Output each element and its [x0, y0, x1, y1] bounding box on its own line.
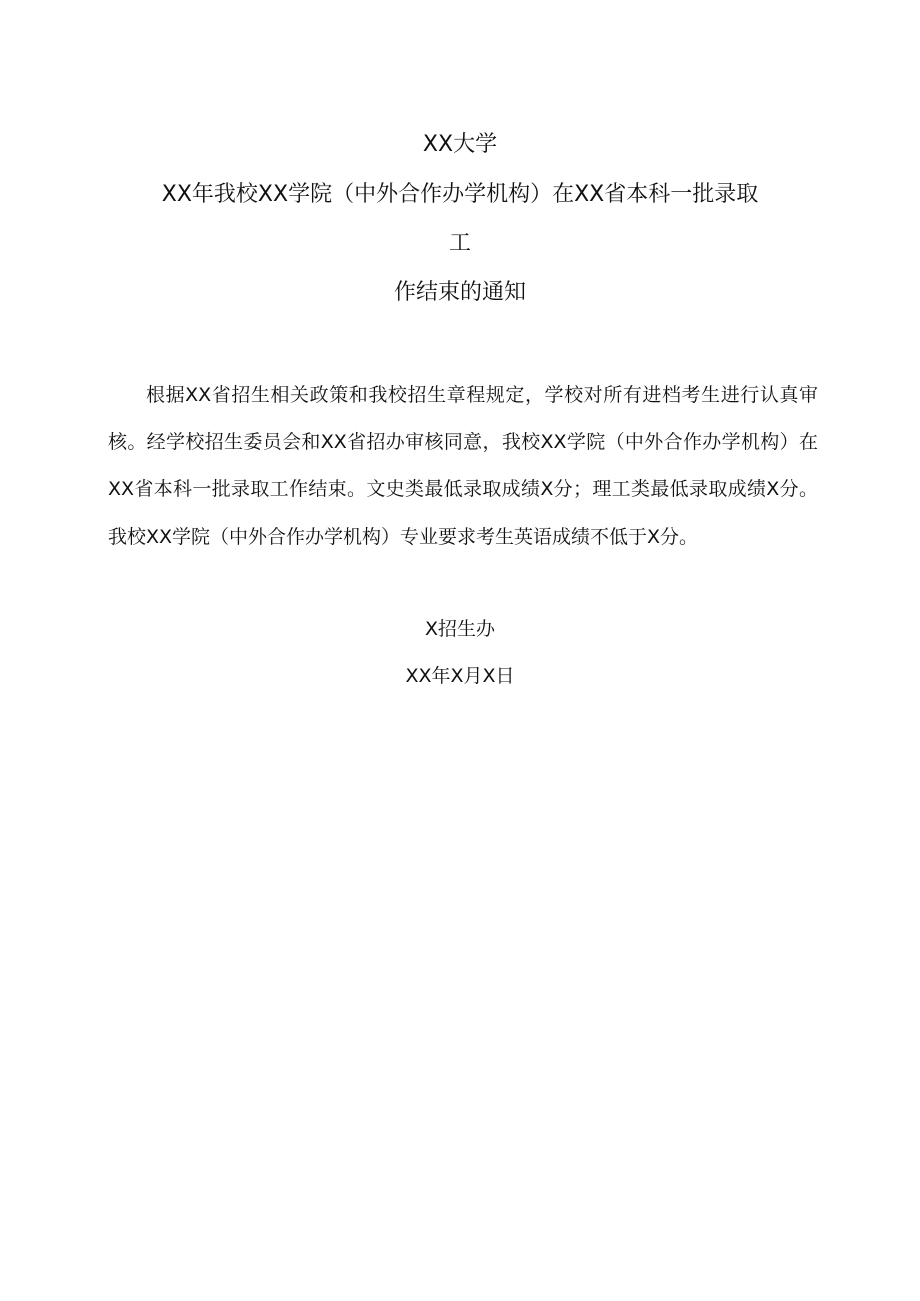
notice-body-paragraph: 根据XX省招生相关政策和我校招生章程规定，学校对所有进档考生进行认真审核。经学校招生委员会和XX省招办审核同意，我校XX学院（中外合作办学机构）在XX省本科一批录取工作结束。文史类最低录取成绩X分；理工类最低录取成绩X分。我校XX学院（中外合作办学机构）专业要求考生英语成绩不低于X分。 — [108, 384, 818, 548]
document-title-line-2: XX年我校XX学院（中外合作办学机构）在XX省本科一批录取 — [161, 182, 759, 207]
signature-date: XX年X月X日 — [405, 665, 515, 687]
document-title-line-4: 作结束的通知 — [393, 280, 526, 305]
document-title-line-3: 工 — [448, 231, 471, 256]
document-title-line-1: XX大学 — [422, 132, 498, 157]
signature-office: X招生办 — [424, 618, 496, 640]
